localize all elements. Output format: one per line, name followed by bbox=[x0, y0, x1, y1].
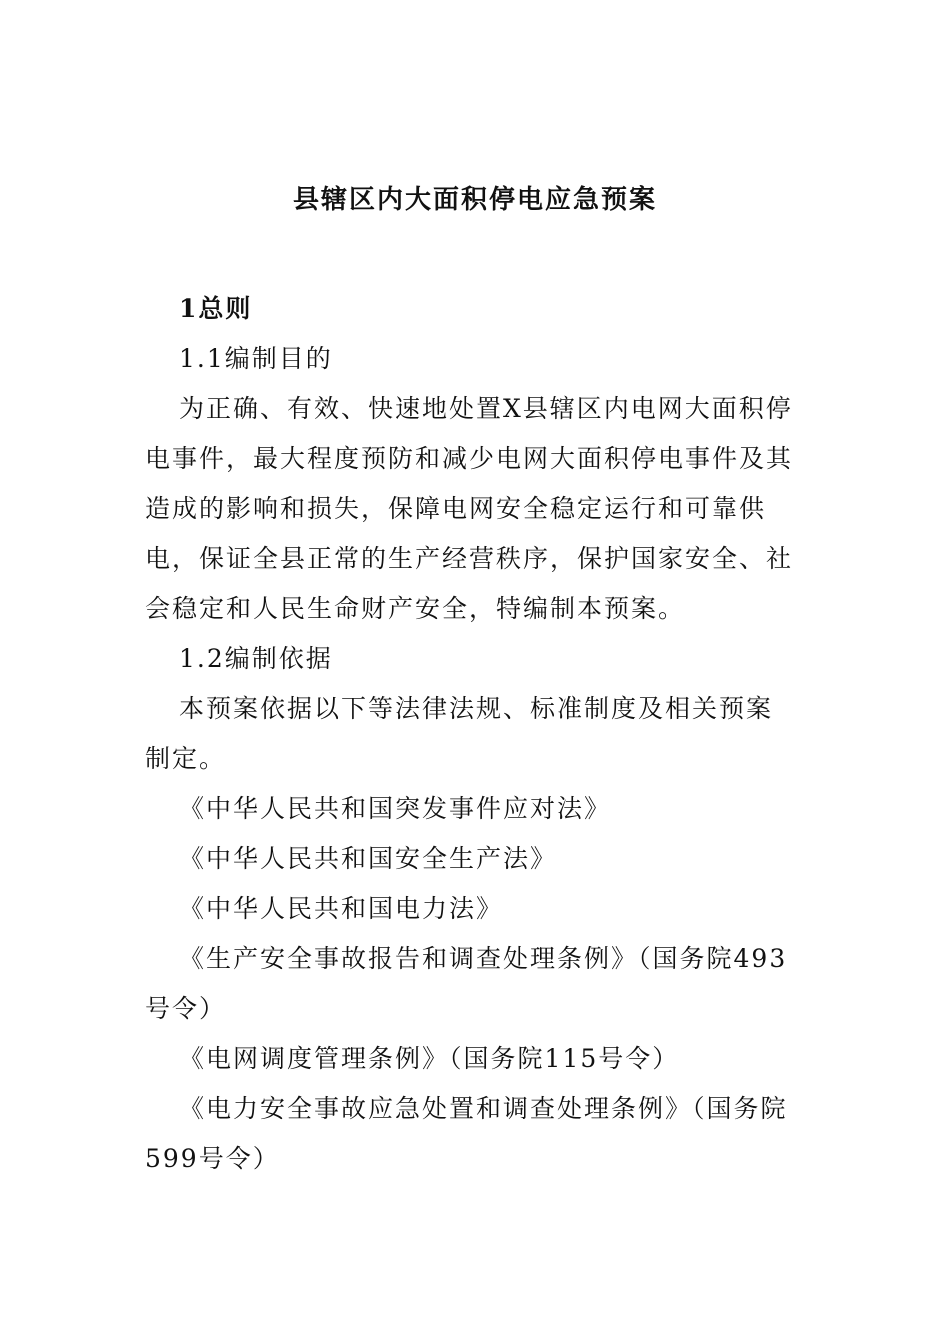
document-body bbox=[145, 284, 795, 1184]
basis-list-item: 《生产安全事故报告和调查处理条例》（国务院493号令） bbox=[145, 944, 788, 1023]
basis-list-item: 《电力安全事故应急处置和调查处理条例》（国务院599号令） bbox=[145, 1094, 788, 1173]
section-heading-general: 1总则 bbox=[179, 294, 253, 323]
basis-paragraph: 本预案依据以下等法律法规、标准制度及相关预案制定。 bbox=[145, 694, 774, 773]
subsection-heading-purpose: 1.1编制目的 bbox=[179, 344, 333, 373]
basis-list-item: 《电网调度管理条例》（国务院115号令） bbox=[179, 1044, 680, 1073]
basis-list-item: 《中华人民共和国安全生产法》 bbox=[179, 844, 558, 873]
purpose-paragraph: 为正确、有效、快速地处置X县辖区内电网大面积停电事件，最大程度预防和减少电网大面积停电事件及其造成的影响和损失，保障电网安全稳定运行和可靠供电，保证全县正常的生产经营秩序，保护国家安全、社会稳定和人民生命财产安全，特编制本预案。 bbox=[145, 394, 794, 623]
basis-list-item: 《中华人民共和国突发事件应对法》 bbox=[179, 794, 612, 823]
subsection-heading-basis: 1.2编制依据 bbox=[179, 644, 333, 673]
basis-list-item: 《中华人民共和国电力法》 bbox=[179, 894, 504, 923]
document-title: 县辖区内大面积停电应急预案 bbox=[292, 185, 657, 215]
